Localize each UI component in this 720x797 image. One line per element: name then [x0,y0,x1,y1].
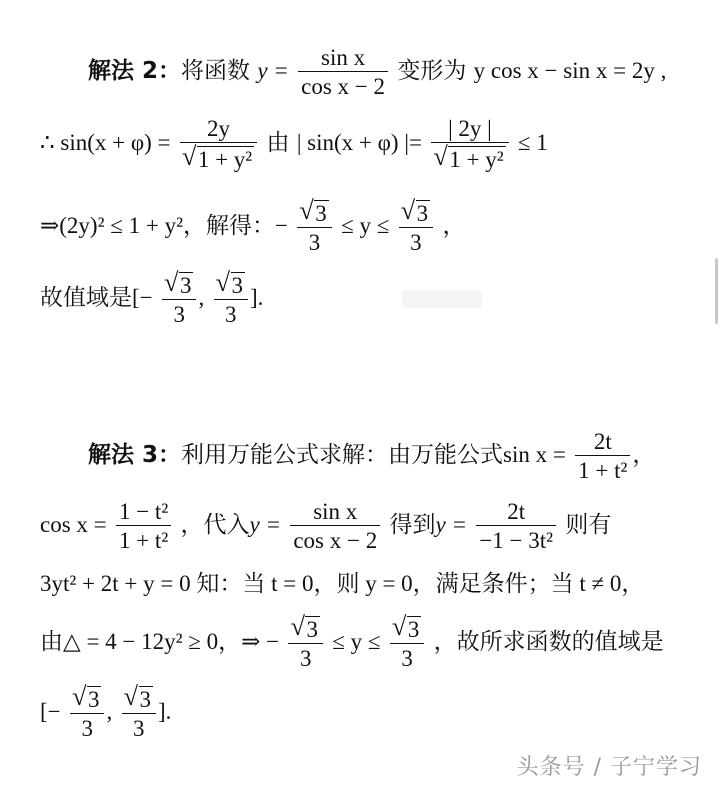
method2-line1 [88,46,666,98]
math: [− [132,285,153,310]
fraction [297,200,332,254]
sqrt: √ 1 + y² [448,146,505,171]
numerator: | 2y | [431,117,508,143]
method2-line2 [40,117,548,171]
sqrt: √ 3 [416,200,431,225]
fraction [575,430,630,482]
numerator [390,616,425,644]
math: y = [435,512,468,537]
math: 由△ = 4 − 12y² ≥ 0，⇒ − [40,629,280,654]
denominator: cos x − 2 [301,74,386,99]
math: ≤ y ≤ [341,213,390,238]
denominator: cos x − 2 [293,528,378,553]
math: , [106,699,113,724]
denominator: 3 [299,646,312,671]
math: , [198,285,205,310]
math: ≤ 1 [517,130,548,155]
faint-mark [402,290,482,308]
watermark: 头条号 / 子宁学习 [516,755,702,780]
numerator [297,200,332,228]
method3-label: 解法 3： [88,442,182,468]
fraction [290,500,380,552]
text: ，故所求函数的值域是 [433,629,664,655]
sqrt: √ 3 [407,616,422,641]
math: − [274,213,288,238]
method3-line5 [40,686,171,740]
numerator [70,686,105,714]
denominator: 3 [401,646,413,671]
math: 3yt² + 2t + y = 0 知：当 t = 0，则 y = 0，满足条件；当 t ≠ 0， [40,571,645,596]
numerator: sin x [298,46,388,72]
denominator: 1 + t² [118,528,169,553]
sqrt: √ 3 [314,200,329,225]
text: 则有 [565,512,612,538]
text: ， [632,442,656,468]
method2-label: 解法 2： [88,58,182,84]
denominator [180,143,257,171]
method3-line3 [40,572,644,596]
math: y = [257,58,289,83]
method3-line4 [40,616,664,670]
sqrt: √ 3 [231,272,246,297]
math: ]. [250,285,264,310]
method2-line4 [40,272,263,326]
method3-line1 [88,430,655,482]
text: 将函数 [181,58,251,84]
sqrt: √ 3 [139,686,154,711]
numerator [122,686,157,714]
sqrt: √ 3 [87,686,102,711]
math: [− [40,699,61,724]
fraction [162,272,197,326]
denominator: 3 [81,716,93,741]
numerator [288,616,323,644]
text: 利用万能公式求解：由万能公式 [181,442,504,468]
method3-line2 [40,500,611,552]
text: 故值域是 [40,285,132,311]
numerator: sin x [290,500,380,526]
denominator: 1 + t² [578,458,628,483]
fraction [298,46,388,98]
text: 由 [266,130,290,156]
denominator [431,143,508,171]
text: 变形为 [397,58,467,84]
math: y cos x − sin x = 2y , [473,58,667,83]
numerator: 2t [575,430,630,456]
denominator: 3 [173,302,185,327]
denominator: −1 − 3t² [479,528,554,553]
math: sin x = [503,442,566,467]
fraction [214,272,249,326]
fraction [70,686,105,740]
sqrt: √ 3 [305,616,320,641]
text: ，代入 [180,512,250,538]
numerator: 2t [476,500,556,526]
fraction [288,616,323,670]
math: | sin(x + φ) |= [296,130,422,155]
denominator: 3 [308,230,321,255]
denominator: 3 [133,716,145,741]
fraction [431,117,508,171]
fraction [122,686,157,740]
math: ⇒(2y)² ≤ 1 + y²， [40,213,206,238]
math: ]. [158,699,172,724]
text: 解得： [205,213,275,239]
numerator: 2y [180,117,257,143]
numerator [162,272,197,300]
fraction [399,200,434,254]
sqrt: √ 3 [179,272,194,297]
numerator [214,272,249,300]
method2-line3 [40,200,465,254]
fraction [390,616,425,670]
math: ≤ y ≤ [332,629,381,654]
denominator: 3 [225,302,237,327]
text: ， [442,213,466,239]
numerator [399,200,434,228]
math: y = [249,512,282,537]
math: ∴ sin(x + φ) = [40,130,171,155]
sqrt: √ 1 + y² [197,146,254,171]
scrollbar[interactable] [715,258,718,324]
math: cos x = [40,512,107,537]
fraction [476,500,556,552]
fraction [180,117,257,171]
text: 得到 [389,512,436,538]
denominator: 3 [410,230,422,255]
numerator: 1 − t² [116,500,171,526]
fraction [116,500,171,552]
